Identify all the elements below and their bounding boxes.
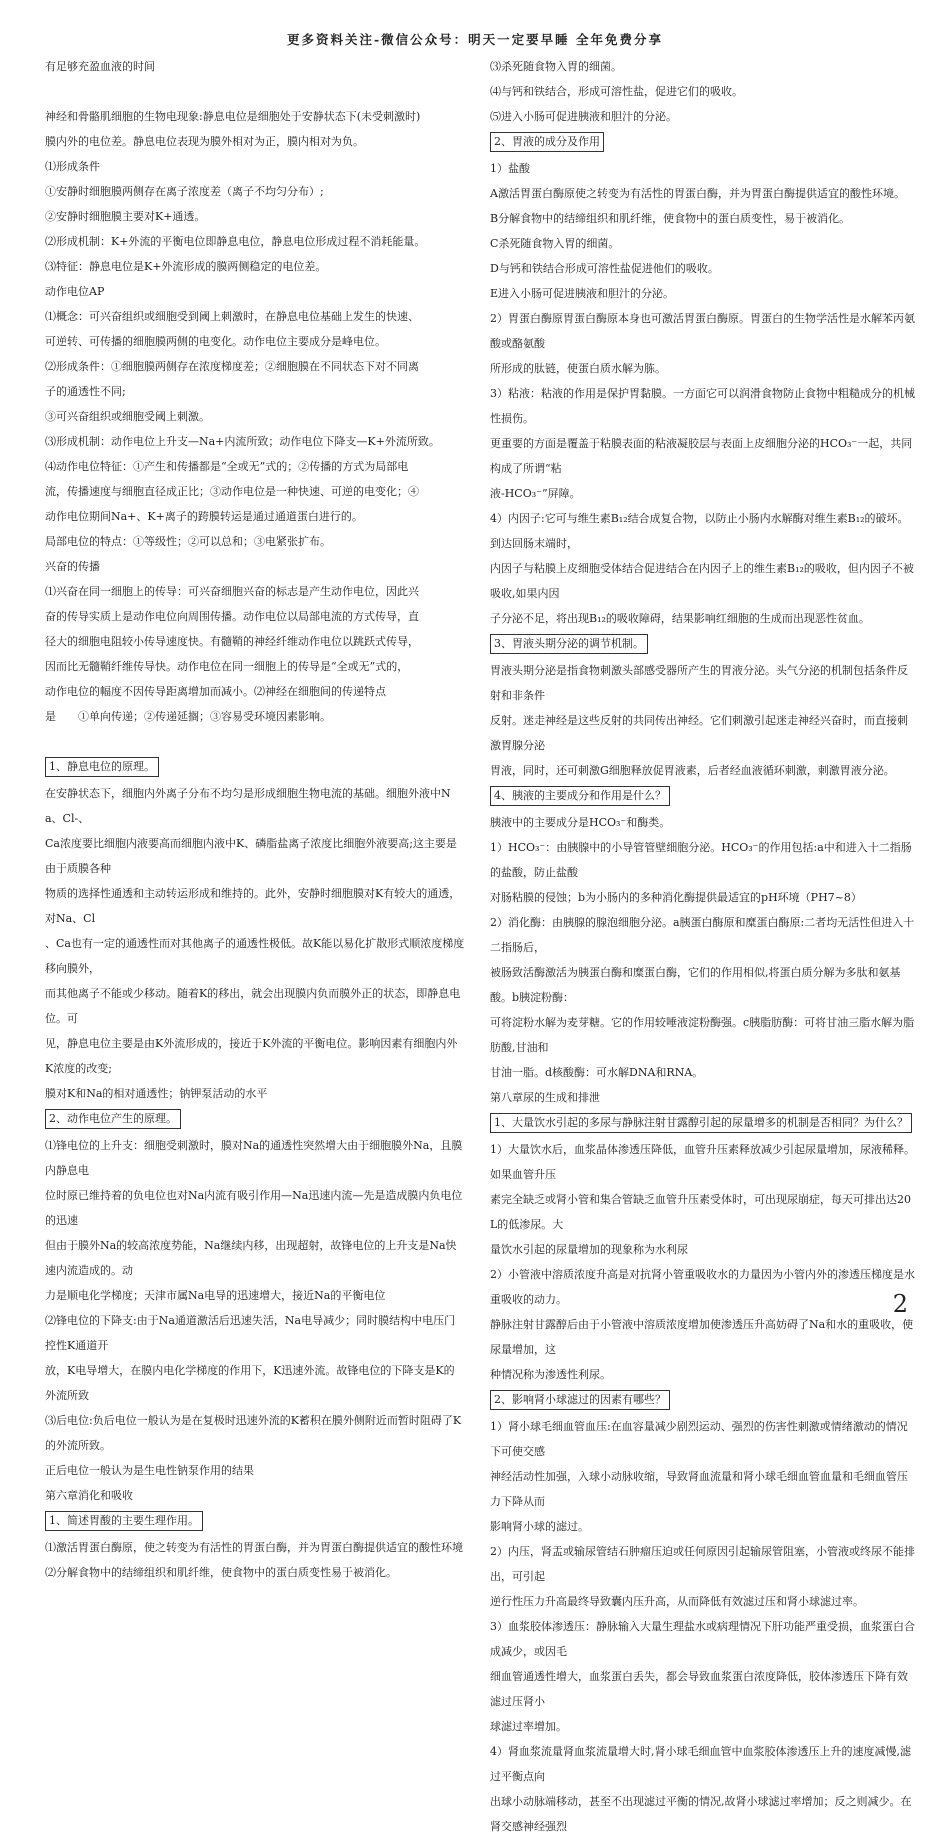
text-line: 在安静状态下，细胞内外离子分布不均匀是形成细胞生物电流的基础。细胞外液中Na、Cl-、 bbox=[45, 787, 451, 825]
text-line: 径大的细胞电阻较小传导速度快。有髓鞘的神经纤维动作电位以跳跃式传导， bbox=[45, 635, 419, 648]
text-line: ③可兴奋组织或细胞受阈上刺激。 bbox=[45, 410, 210, 423]
text-line: 3）血浆胶体渗透压：静脉输入大量生理盐水或病理情况下肝功能严重受损，血浆蛋白合成减少，或因毛 bbox=[490, 1620, 915, 1658]
text-line: 可逆转、可传播的细胞膜两侧的电变化。动作电位主要成分是峰电位。 bbox=[45, 335, 386, 348]
text-line: ⑴概念：可兴奋组织或细胞受到阈上刺激时，在静息电位基础上发生的快速、 bbox=[45, 310, 419, 323]
text-line: 兴奋的传播 bbox=[45, 560, 100, 573]
text-line: 1）盐酸 bbox=[490, 162, 530, 175]
text-line: 液-HCO₃⁻”屏障。 bbox=[490, 487, 581, 500]
text-line: 而其他离子不能或少移动。随着K的移出，就会出现膜内负而膜外正的状态，即静息电位。可 bbox=[45, 987, 461, 1025]
text-line: 膜对K和Na的相对通透性；钠钾泵活动的水平 bbox=[45, 1087, 268, 1100]
text-line: C杀死随食物入胃的细菌。 bbox=[490, 237, 620, 250]
text-line: 甘油一脂。d核酸酶：可水解DNA和RNA。 bbox=[490, 1066, 704, 1079]
page-number: 2 bbox=[892, 1290, 908, 1318]
text-line: 影响肾小球的滤过。 bbox=[490, 1520, 589, 1533]
text-line: ①安静时细胞膜两侧存在离子浓度差（离子不均匀分布）; bbox=[45, 185, 324, 198]
boxed-heading-text: 2、影响肾小球滤过的因素有哪些？ bbox=[490, 1390, 670, 1410]
text-line: 2）胃蛋白酶原胃蛋白酶原本身也可激活胃蛋白酶原。胃蛋白的生物学活性是水解苯丙氨酸或酪氨酸 bbox=[490, 312, 915, 350]
right-column bbox=[490, 54, 915, 1839]
text-line: ⑶杀死随食物入胃的细菌。 bbox=[490, 60, 622, 73]
text-line: 2）内压，肾盂或输尿管结石肿瘤压迫或任何原因引起输尿管阻塞，小管液或终尿不能排出，可引起 bbox=[490, 1545, 915, 1583]
text-line: ⑶特征：静息电位是K+外流形成的膜两侧稳定的电位差。 bbox=[45, 260, 327, 273]
text-line: 正后电位一般认为是生电性钠泵作用的结果 bbox=[45, 1464, 254, 1477]
text-line: ⑵形成条件：①细胞膜两侧存在浓度梯度差；②细胞膜在不同状态下对不同离 bbox=[45, 360, 419, 373]
section-heading bbox=[490, 631, 915, 658]
text-line: D与钙和铁结合形成可溶性盐促进他们的吸收。 bbox=[490, 262, 719, 275]
text-line: 动作电位AP bbox=[45, 285, 105, 298]
text-line: ②安静时细胞膜主要对K+通透。 bbox=[45, 210, 206, 223]
text-line: 放，K电导增大，在膜内电化学梯度的作用下，K迅速外流。故锋电位的下降支是K的外流所致 bbox=[45, 1364, 455, 1402]
text-line: 种情况称为渗透性利尿。 bbox=[490, 1368, 611, 1381]
text-line: ⑴兴奋在同一细胞上的传导：可兴奋细胞兴奋的标志是产生动作电位，因此兴 bbox=[45, 585, 419, 598]
text-line: 2）消化酶：由胰腺的腺泡细胞分泌。a胰蛋白酶原和糜蛋白酶原:二者均无活性但进入十二指肠后， bbox=[490, 916, 915, 954]
text-line: 反射。迷走神经是这些反射的共同传出神经。它们刺激引起迷走神经兴奋时，而直接刺激胃腺分泌 bbox=[490, 714, 908, 752]
section-heading bbox=[45, 1106, 465, 1133]
text-line: 所形成的肽链，使蛋白质水解为胨。 bbox=[490, 362, 666, 375]
section-heading bbox=[490, 783, 915, 810]
text-line: ⑵锋电位的下降支:由于Na通道激活后迅速失活，Na电导减少；同时膜结构中电压门控性K通道开 bbox=[45, 1314, 456, 1352]
text-line: ⑵形成机制：K+外流的平衡电位即静息电位，静息电位形成过程不消耗能量。 bbox=[45, 235, 426, 248]
text-line: B分解食物中的结缔组织和肌纤维，使食物中的蛋白质变性，易于被消化。 bbox=[490, 212, 851, 225]
boxed-heading-text: 2、胃液的成分及作用 bbox=[490, 132, 604, 152]
text-line: 出球小动脉端移动，甚至不出现滤过平衡的情况,故肾小球滤过率增加；反之则减少。在肾交感神经强烈 bbox=[490, 1795, 912, 1833]
boxed-heading-text: 3、胃液头期分泌的调节机制。 bbox=[490, 634, 648, 654]
section-heading bbox=[490, 1110, 915, 1137]
left-column bbox=[45, 54, 465, 1585]
text-line: 奋的传导实质上是动作电位向周围传播。动作电位以局部电流的方式传导，直 bbox=[45, 610, 419, 623]
section-heading bbox=[45, 754, 465, 781]
text-line: 子的通透性不同; bbox=[45, 385, 126, 398]
text-line: 动作电位期间Na+、K+离子的跨膜转运是通过通道蛋白进行的。 bbox=[45, 510, 363, 523]
text-line: 胰液中的主要成分是HCO₃⁻和酶类。 bbox=[490, 816, 671, 829]
text-line: 量饮水引起的尿量增加的现象称为水利尿 bbox=[490, 1243, 688, 1256]
text-line: ⑷与钙和铁结合，形成可溶性盐，促进它们的吸收。 bbox=[490, 85, 743, 98]
text-line: 可将淀粉水解为麦芽糖。它的作用较唾液淀粉酶强。c胰脂肪酶：可将甘油三脂水解为脂肪酸,甘油和 bbox=[490, 1016, 915, 1054]
text-line: 见，静息电位主要是由K外流形成的，接近于K外流的平衡电位。影响因素有细胞内外K浓度的改变; bbox=[45, 1037, 458, 1075]
text-line: 是 ①单向传递；②传递延搁；③容易受环境因素影响。 bbox=[45, 710, 331, 723]
text-line: 3）粘液：粘液的作用是保护胃黏膜。一方面它可以润滑食物防止食物中粗糙成分的机械性损伤。 bbox=[490, 387, 915, 425]
text-line: 子分泌不足，将出现B₁₂的吸收障碍，结果影响红细胞的生成而出现恶性贫血。 bbox=[490, 612, 870, 625]
section-heading bbox=[490, 1387, 915, 1414]
page-header: 更多资料关注-微信公众号：明天一定要早睡 全年免费分享 bbox=[286, 32, 664, 47]
text-line: 静脉注射甘露醇后由于小管液中溶质浓度增加使渗透压升高妨碍了Na和水的重吸收，使尿量增加，这 bbox=[490, 1318, 914, 1356]
text-line: 、Ca也有一定的通透性而对其他离子的通透性极低。故K能以易化扩散形式顺浓度梯度移向膜外， bbox=[45, 937, 465, 975]
text-line: 1）HCO₃⁻：由胰腺中的小导管管壁细胞分泌。HCO₃⁻的作用包括:a中和进入十二指肠的盐酸，防止盐酸 bbox=[490, 841, 912, 879]
boxed-heading-text: 1、简述胃酸的主要生理作用。 bbox=[45, 1511, 203, 1531]
text-line: 神经活动性加强，入球小动脉收缩，导致肾血流量和肾小球毛细血管血量和毛细血管压力下降从而 bbox=[490, 1470, 908, 1508]
text-line: 4）内因子:它可与维生素B₁₂结合成复合物，以防止小肠内水解酶对维生素B₁₂的破坏。到达回肠末端时， bbox=[490, 512, 909, 550]
text-line: 流，传播速度与细胞直径成正比；③动作电位是一种快速、可逆的电变化；④ bbox=[45, 485, 419, 498]
text-line: ⑴锋电位的上升支：细胞受刺激时，膜对Na的通透性突然增大由于细胞膜外Na，且膜内静息电 bbox=[45, 1139, 463, 1177]
text-line: 物质的选择性通透和主动转运形成和维持的。此外，安静时细胞膜对K有较大的通透，对Na、Cl bbox=[45, 887, 461, 925]
text-line: 胃液头期分泌是指食物刺激头部感受器所产生的胃液分泌。头气分泌的机制包括条件反射和非条件 bbox=[490, 664, 908, 702]
boxed-heading-text: 2、动作电位产生的原理。 bbox=[45, 1109, 181, 1129]
text-line: 4）肾血浆流量肾血浆流量增大时,肾小球毛细血管中血浆胶体渗透压上升的速度减慢,滤过平衡点向 bbox=[490, 1745, 911, 1783]
text-line: ⑷动作电位特征：①产生和传播都是“全或无”式的；②传播的方式为局部电 bbox=[45, 460, 409, 473]
text-line: 但由于膜外Na的较高浓度势能，Na继续内移，出现超射，故锋电位的上升支是Na快速内流造成的。动 bbox=[45, 1239, 457, 1277]
text-line: 膜内外的电位差。静息电位表现为膜外相对为正，膜内相对为负。 bbox=[45, 135, 364, 148]
text-line: ⑶形成机制：动作电位上升支—Na+内流所致；动作电位下降支—K+外流所致。 bbox=[45, 435, 440, 448]
text-line: 胃液，同时，还可刺激G细胞释放促胃液素，后者经血液循环刺激，刺激胃液分泌。 bbox=[490, 764, 895, 777]
text-line: 第八章尿的生成和排泄 bbox=[490, 1091, 600, 1104]
text-line: 内因子与粘膜上皮细胞受体结合促进结合在内因子上的维生素B₁₂的吸收，但内因子不被吸收,如果内因 bbox=[490, 562, 914, 600]
boxed-heading-text: 4、胰液的主要成分和作用是什么？ bbox=[490, 786, 670, 806]
text-line: ⑴激活胃蛋白酶原，使之转变为有活性的胃蛋白酶，并为胃蛋白酶提供适宜的酸性环境 bbox=[45, 1541, 463, 1554]
text-line: 1）大量饮水后，血浆晶体渗透压降低，血管升压素释放减少引起尿量增加，尿液稀释。如果血管升压 bbox=[490, 1143, 915, 1181]
section-heading bbox=[490, 129, 915, 156]
boxed-heading-text: 1、大量饮水引起的多尿与静脉注射甘露醇引起的尿量增多的机制是否相同？为什么？ bbox=[490, 1113, 912, 1133]
text-line: 细血管通透性增大，血浆蛋白丢失，都会导致血浆蛋白浓度降低，胶体渗透压下降有效滤过压肾小 bbox=[490, 1670, 908, 1708]
text-line: 2）小管液中溶质浓度升高是对抗肾小管重吸收水的力量因为小管内外的渗透压梯度是水重吸收的动力。 bbox=[490, 1268, 915, 1306]
text-line: Ca浓度要比细胞内液要高而细胞内液中K、磷脂盐离子浓度比细胞外液要高;这主要是由于质膜各种 bbox=[45, 837, 457, 875]
text-line: 位时原已维持着的负电位也对Na内流有吸引作用—Na迅速内流—先是造成膜内负电位的迅速 bbox=[45, 1189, 463, 1227]
text-line: 对肠粘膜的侵蚀；b为小肠内的多种消化酶提供最适宜的pH环境（PH7~8） bbox=[490, 891, 862, 904]
text-line: 因而比无髓鞘纤维传导快。动作电位在同一细胞上的传导是“全或无”式的， bbox=[45, 660, 409, 673]
text-line: A激活胃蛋白酶原使之转变为有活性的胃蛋白酶，并为胃蛋白酶提供适宜的酸性环境。 bbox=[490, 187, 905, 200]
text-line: 被肠致活酶激活为胰蛋白酶和糜蛋白酶，它们的作用相似,将蛋白质分解为多肽和氨基酸。b胰淀粉酶： bbox=[490, 966, 901, 1004]
text-line: 1）肾小球毛细血管血压:在血容量减少剧烈运动、强烈的伤害性刺激或情绪激动的情况下可使交感 bbox=[490, 1420, 908, 1458]
text-line: 逆行性压力升高最终导致囊内压升高，从而降低有效滤过压和肾小球滤过率。 bbox=[490, 1595, 864, 1608]
text-line: 球滤过率增加。 bbox=[490, 1720, 567, 1733]
blank-line bbox=[45, 729, 465, 754]
section-heading bbox=[45, 1508, 465, 1535]
text-line: 有足够充盈血液的时间 bbox=[45, 60, 155, 73]
text-line: 力是顺电化学梯度；天津市属Na电导的迅速增大，接近Na的平衡电位 bbox=[45, 1289, 386, 1302]
text-line: ⑵分解食物中的结缔组织和肌纤维，使食物中的蛋白质变性易于被消化。 bbox=[45, 1566, 397, 1579]
text-line: ⑴形成条件 bbox=[45, 160, 100, 173]
text-line: 素完全缺乏或肾小管和集合管缺乏血管升压素受体时，可出现尿崩症，每天可排出达20L的低渗尿。大 bbox=[490, 1193, 911, 1231]
text-line: ⑶后电位:负后电位一般认为是在复极时迅速外流的K蓄积在膜外侧附近而暂时阻碍了K的外流所致。 bbox=[45, 1414, 462, 1452]
text-line: 更重要的方面是覆盖于粘膜表面的粘液凝胶层与表面上皮细胞分泌的HCO₃⁻一起，共同构成了所谓“粘 bbox=[490, 437, 913, 475]
text-line: 第六章消化和吸收 bbox=[45, 1489, 133, 1502]
text-line: 神经和骨骼肌细胞的生物电现象:静息电位是细胞处于安静状态下(未受刺激时) bbox=[45, 110, 421, 123]
blank-line bbox=[45, 79, 465, 104]
text-line: 局部电位的特点：①等级性；②可以总和；③电紧张扩布。 bbox=[45, 535, 331, 548]
text-line: 动作电位的幅度不因传导距离增加而减小。⑵神经在细胞间的传递特点 bbox=[45, 685, 386, 698]
boxed-heading-text: 1、静息电位的原理。 bbox=[45, 757, 159, 777]
text-line: ⑸进入小肠可促进胰液和胆汁的分泌。 bbox=[490, 110, 677, 123]
text-line: E进入小肠可促进胰液和胆汁的分泌。 bbox=[490, 287, 675, 300]
